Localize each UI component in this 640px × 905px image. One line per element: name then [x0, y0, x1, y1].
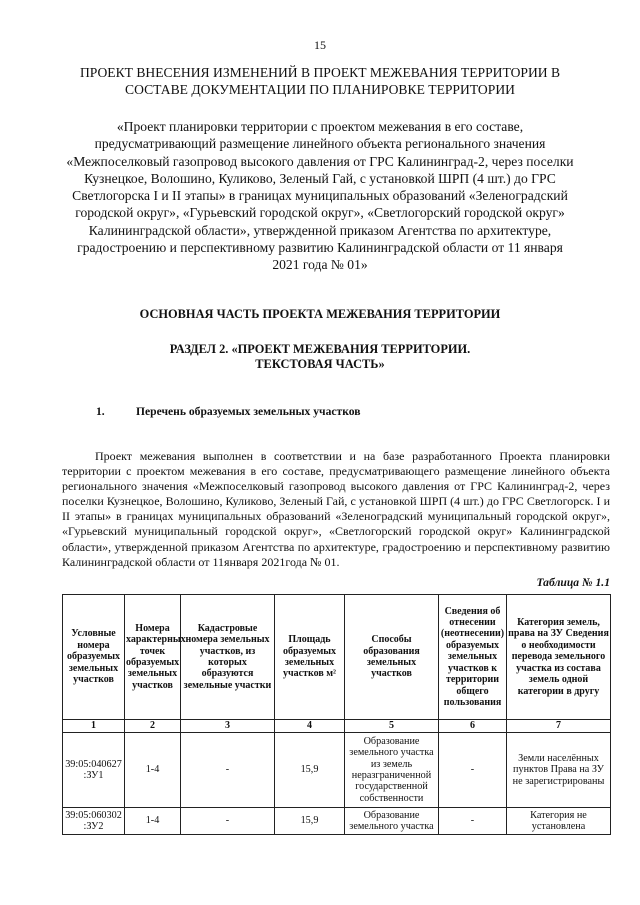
table-header-cell: Кадастровые номера земельных участков, из которых образуются земельные участки	[181, 595, 275, 720]
table-header-cell: Категория земель, права на ЗУ Сведения о необходимости перевода земельного участка из состава земель одной категории в другу	[507, 595, 611, 720]
page-number: 15	[314, 38, 326, 52]
table-cell: 1-4	[125, 733, 181, 808]
column-number: 4	[275, 720, 345, 733]
list-heading-text: Перечень образуемых земельных участков	[136, 405, 361, 418]
section-heading-line-2: ТЕКСТОВАЯ ЧАСТЬ»	[255, 357, 385, 371]
table-cell: -	[181, 808, 275, 835]
table-row	[63, 733, 611, 808]
document-subtitle: «Проект планировки территории с проектом межевания в его составе, предусматривающий размещение линейного объекта регионального значения «Межпоселковый газопровод высокого давления от ГРС Калининград-2, через поселки Кузнецкое, Волошино, Куликово, Зеленый Гай, с установкой ШРП (4 шт.) до ГРС Светлогорска I и II этапы» в границах муниципальных образований «Зеленоградский городской округ», «Гурьевский городской округ», «Светлогорский городской округ» Калининградской области», утвержденной приказом Агентства по архитектуре, градостроению и перспективному развитию Калининградской области от 11 января 2021 года № 01»	[66, 119, 574, 273]
table-cell: 39:05:040627 :ЗУ1	[63, 733, 125, 808]
table-cell: -	[439, 733, 507, 808]
table-cell: 1-4	[125, 808, 181, 835]
table-header-cell: Условные номера образуемых земельных участков	[63, 595, 125, 720]
main-heading: ОСНОВНАЯ ЧАСТЬ ПРОЕКТА МЕЖЕВАНИЯ ТЕРРИТОРИИ	[139, 307, 501, 321]
column-number: 7	[507, 720, 611, 733]
table-cell: Земли населённых пунктов Права на ЗУ не зарегистрированы	[507, 733, 611, 808]
table-cell: Образование земельного участка	[345, 808, 439, 835]
column-number: 6	[439, 720, 507, 733]
table-header-cell: Номера характерных точек образуемых земельных участков	[125, 595, 181, 720]
table-cell: Образование земельного участка из земель неразграниченной государственной собственности	[345, 733, 439, 808]
column-number: 5	[345, 720, 439, 733]
table-row	[63, 808, 611, 835]
table-cell: 15,9	[275, 733, 345, 808]
table-cell: 39:05:060302 :ЗУ2	[63, 808, 125, 835]
table-cell: -	[181, 733, 275, 808]
table-cell: -	[439, 808, 507, 835]
table-header-cell: Сведения об отнесении (неотнесении) образуемых земельных участков к территории общего пользования	[439, 595, 507, 720]
list-heading-number: 1.	[96, 405, 105, 418]
section-heading-line-1: РАЗДЕЛ 2. «ПРОЕКТ МЕЖЕВАНИЯ ТЕРРИТОРИИ.	[169, 342, 471, 356]
body-paragraph: Проект межевания выполнен в соответствии и на базе разработанного Проекта планировки территории с проектом межевания в его составе, предусматривающего размещение линейного объекта регионального значения «Межпоселковый газопровод высокого давления от ГРС Калининград-2, через поселки Кузнецкое, Волошино, Куликово, Зеленый Гай, с установкой ШРП (4 шт.) до ГРС Светлогорск. I и II этапы» в границах муниципальных образований «Зеленоградский муниципальный городской округ», «Гурьевский муниципальный городской округ», «Светлогорский городской округ» Калининградской области», утвержденной приказом Агентства по архитектуре, градостроению и перспективному развитию Калининградской области от 11января 2021года № 01.	[62, 449, 610, 569]
column-number: 1	[63, 720, 125, 733]
table-cell: Категория не установлена	[507, 808, 611, 835]
list-heading	[96, 405, 361, 418]
table-cell: 15,9	[275, 808, 345, 835]
document-title: ПРОЕКТ ВНЕСЕНИЯ ИЗМЕНЕНИЙ В ПРОЕКТ МЕЖЕВАНИЯ ТЕРРИТОРИИ В СОСТАВЕ ДОКУМЕНТАЦИИ ПО ПЛАНИРОВКЕ ТЕРРИТОРИИ	[79, 65, 561, 97]
section-heading	[0, 342, 640, 372]
column-number: 2	[125, 720, 181, 733]
table-column-numbers-row	[63, 720, 611, 733]
land-plots-table	[62, 594, 611, 835]
table-caption: Таблица № 1.1	[536, 576, 610, 589]
column-number: 3	[181, 720, 275, 733]
table-header-row	[63, 595, 611, 720]
table-header-cell: Способы образования земельных участков	[345, 595, 439, 720]
table-header-cell: Площадь образуемых земельных участков м²	[275, 595, 345, 720]
